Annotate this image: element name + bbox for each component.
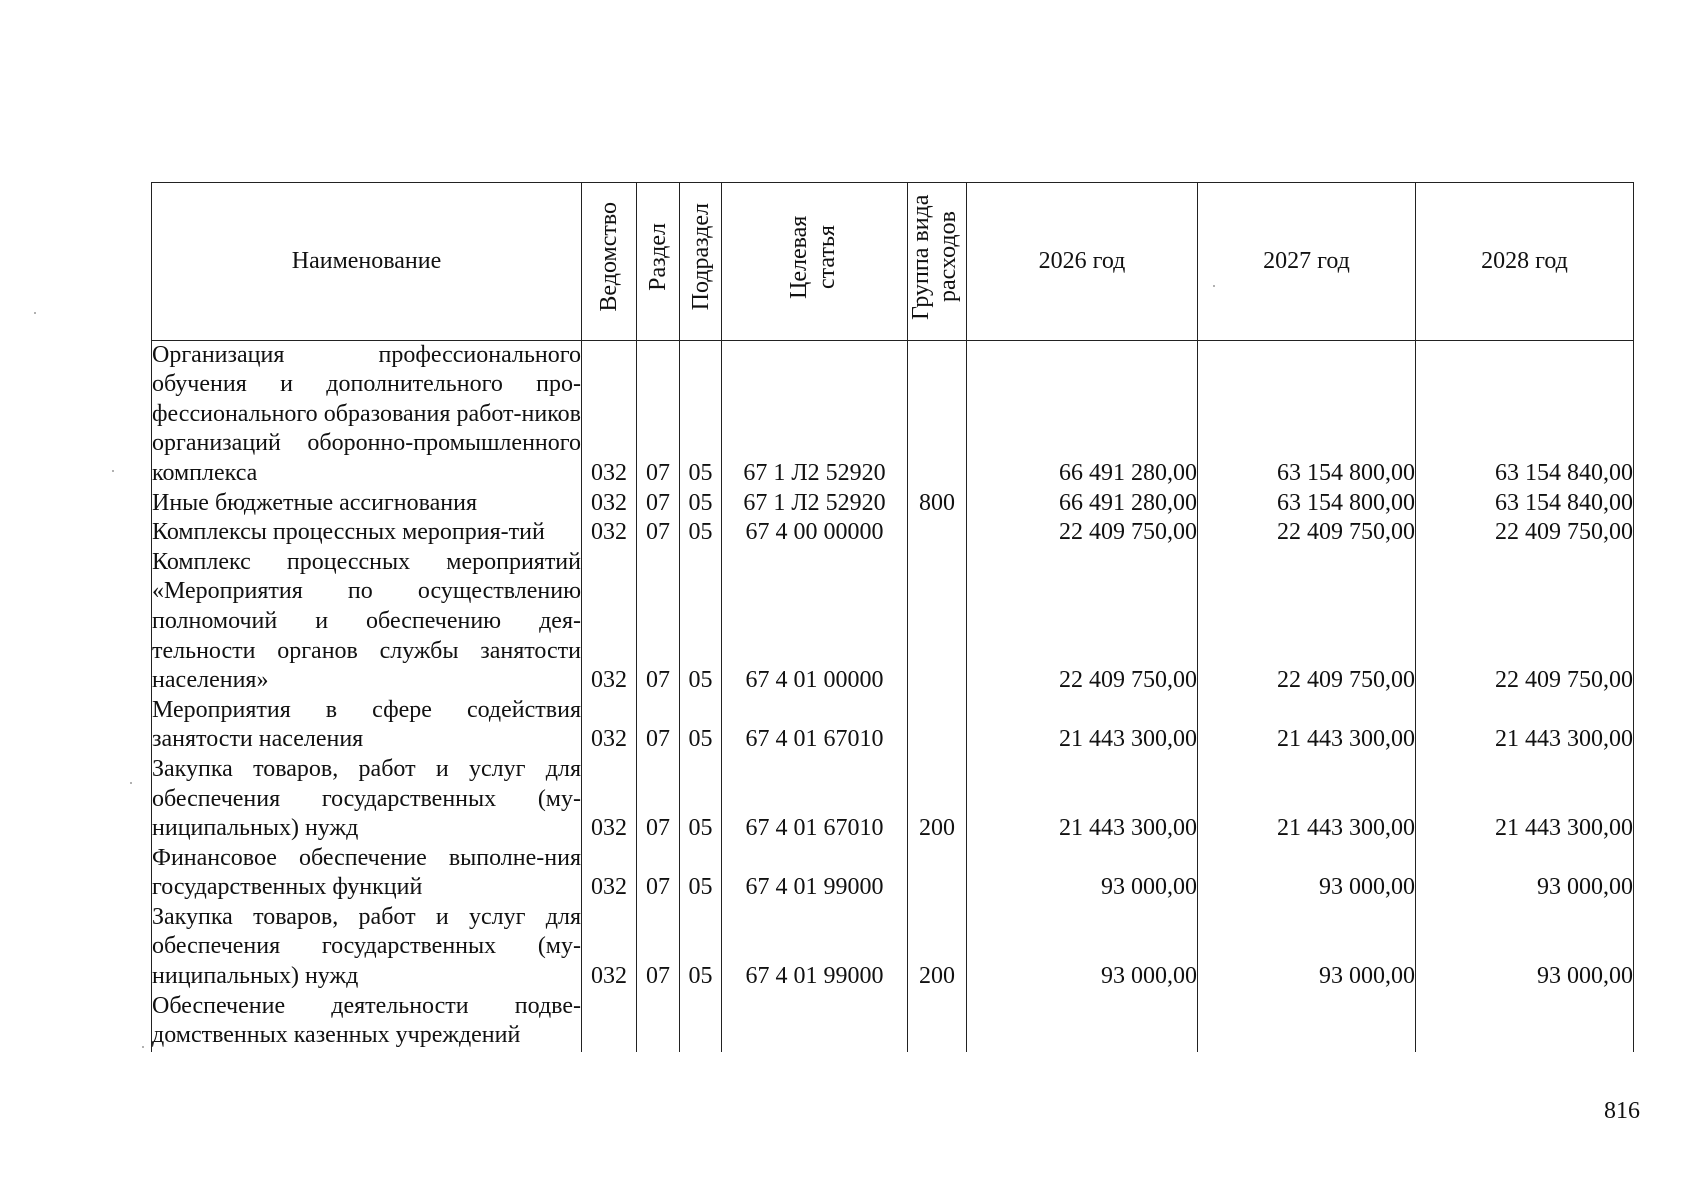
row-name: Организация профессионального обучения и дополнительного про-фессионального образования работ-ников организаций оборонно-промышленного комплекса	[152, 340, 582, 488]
row-2027: 21 443 300,00	[1198, 696, 1416, 755]
row-vedomstvo: 032	[582, 696, 637, 755]
table-row	[152, 489, 1634, 519]
row-2028: 93 000,00	[1416, 903, 1634, 992]
row-2026: 66 491 280,00	[967, 489, 1198, 519]
header-razdel: Раздел	[637, 183, 680, 341]
row-razdel: 07	[637, 518, 680, 548]
row-celevaya: 67 4 00 00000	[722, 518, 908, 548]
header-2028: 2028 год	[1416, 183, 1634, 341]
row-celevaya: 67 1 Л2 52920	[722, 489, 908, 519]
scan-speck	[112, 470, 114, 472]
row-gruppa	[908, 548, 967, 696]
row-podrazdel: 05	[680, 489, 722, 519]
row-podrazdel: 05	[680, 903, 722, 992]
header-2026: 2026 год	[967, 183, 1198, 341]
row-2028: 21 443 300,00	[1416, 696, 1634, 755]
row-2027: 63 154 800,00	[1198, 489, 1416, 519]
row-2026: 21 443 300,00	[967, 696, 1198, 755]
row-gruppa	[908, 992, 967, 1052]
row-vedomstvo: 032	[582, 518, 637, 548]
table-row	[152, 903, 1634, 992]
row-razdel: 07	[637, 548, 680, 696]
row-gruppa	[908, 518, 967, 548]
table-row	[152, 992, 1634, 1052]
header-row	[152, 183, 1634, 341]
row-razdel: 07	[637, 844, 680, 903]
row-vedomstvo: 032	[582, 755, 637, 844]
row-2027	[1198, 992, 1416, 1052]
row-razdel: 07	[637, 489, 680, 519]
header-podrazdel: Подраздел	[680, 183, 722, 341]
row-gruppa	[908, 844, 967, 903]
row-celevaya: 67 4 01 99000	[722, 903, 908, 992]
row-razdel	[637, 992, 680, 1052]
row-celevaya: 67 4 01 00000	[722, 548, 908, 696]
header-name: Наименование	[152, 183, 582, 341]
header-2027: 2027 год	[1198, 183, 1416, 341]
row-razdel: 07	[637, 903, 680, 992]
scan-speck	[34, 312, 36, 314]
table-row	[152, 755, 1634, 844]
header-celevaya: Целевая статья	[722, 183, 908, 341]
row-vedomstvo	[582, 992, 637, 1052]
row-celevaya	[722, 992, 908, 1052]
row-podrazdel: 05	[680, 755, 722, 844]
row-2027: 63 154 800,00	[1198, 340, 1416, 488]
row-2027: 93 000,00	[1198, 903, 1416, 992]
row-celevaya: 67 4 01 67010	[722, 696, 908, 755]
page-number: 816	[1604, 1098, 1640, 1124]
row-2026: 93 000,00	[967, 844, 1198, 903]
scan-speck	[142, 1046, 144, 1048]
table-row	[152, 518, 1634, 548]
row-2028: 22 409 750,00	[1416, 548, 1634, 696]
header-gruppa: Группа вида расходов	[908, 183, 967, 341]
scan-speck	[130, 782, 132, 784]
row-2026: 93 000,00	[967, 903, 1198, 992]
row-razdel: 07	[637, 755, 680, 844]
row-vedomstvo: 032	[582, 340, 637, 488]
row-podrazdel: 05	[680, 340, 722, 488]
row-vedomstvo: 032	[582, 903, 637, 992]
row-razdel: 07	[637, 340, 680, 488]
row-celevaya: 67 4 01 67010	[722, 755, 908, 844]
table-row	[152, 696, 1634, 755]
row-podrazdel	[680, 992, 722, 1052]
row-2026: 22 409 750,00	[967, 548, 1198, 696]
row-podrazdel: 05	[680, 844, 722, 903]
row-gruppa: 200	[908, 755, 967, 844]
row-2027: 22 409 750,00	[1198, 548, 1416, 696]
row-vedomstvo: 032	[582, 548, 637, 696]
row-name: Иные бюджетные ассигнования	[152, 489, 582, 519]
row-name: Комплекс процессных мероприятий «Мероприятия по осуществлению полномочий и обеспечению дея-тельности органов службы занятости населения»	[152, 548, 582, 696]
table-row	[152, 548, 1634, 696]
row-podrazdel: 05	[680, 696, 722, 755]
row-2028: 63 154 840,00	[1416, 340, 1634, 488]
row-name: Мероприятия в сфере содействия занятости населения	[152, 696, 582, 755]
row-2026: 22 409 750,00	[967, 518, 1198, 548]
row-2028: 22 409 750,00	[1416, 518, 1634, 548]
row-2028: 63 154 840,00	[1416, 489, 1634, 519]
row-2028: 93 000,00	[1416, 844, 1634, 903]
row-2027: 93 000,00	[1198, 844, 1416, 903]
row-name: Закупка товаров, работ и услуг для обеспечения государственных (му-ниципальных) нужд	[152, 903, 582, 992]
row-gruppa	[908, 696, 967, 755]
row-name: Закупка товаров, работ и услуг для обеспечения государственных (му-ниципальных) нужд	[152, 755, 582, 844]
table-row	[152, 844, 1634, 903]
row-razdel: 07	[637, 696, 680, 755]
table-row	[152, 340, 1634, 488]
scan-speck	[1213, 285, 1215, 287]
row-2026	[967, 992, 1198, 1052]
row-2028	[1416, 992, 1634, 1052]
row-2028: 21 443 300,00	[1416, 755, 1634, 844]
row-gruppa: 800	[908, 489, 967, 519]
budget-table	[151, 182, 1634, 1052]
row-2027: 21 443 300,00	[1198, 755, 1416, 844]
row-name: Комплексы процессных мероприя-тий	[152, 518, 582, 548]
row-gruppa	[908, 340, 967, 488]
row-podrazdel: 05	[680, 548, 722, 696]
row-2027: 22 409 750,00	[1198, 518, 1416, 548]
row-name: Финансовое обеспечение выполне-ния государственных функций	[152, 844, 582, 903]
row-gruppa: 200	[908, 903, 967, 992]
header-vedomstvo: Ведомство	[582, 183, 637, 341]
row-vedomstvo: 032	[582, 489, 637, 519]
row-celevaya: 67 4 01 99000	[722, 844, 908, 903]
row-name: Обеспечение деятельности подве-домственных казенных учреждений	[152, 992, 582, 1052]
row-vedomstvo: 032	[582, 844, 637, 903]
row-celevaya: 67 1 Л2 52920	[722, 340, 908, 488]
row-2026: 21 443 300,00	[967, 755, 1198, 844]
row-2026: 66 491 280,00	[967, 340, 1198, 488]
row-podrazdel: 05	[680, 518, 722, 548]
